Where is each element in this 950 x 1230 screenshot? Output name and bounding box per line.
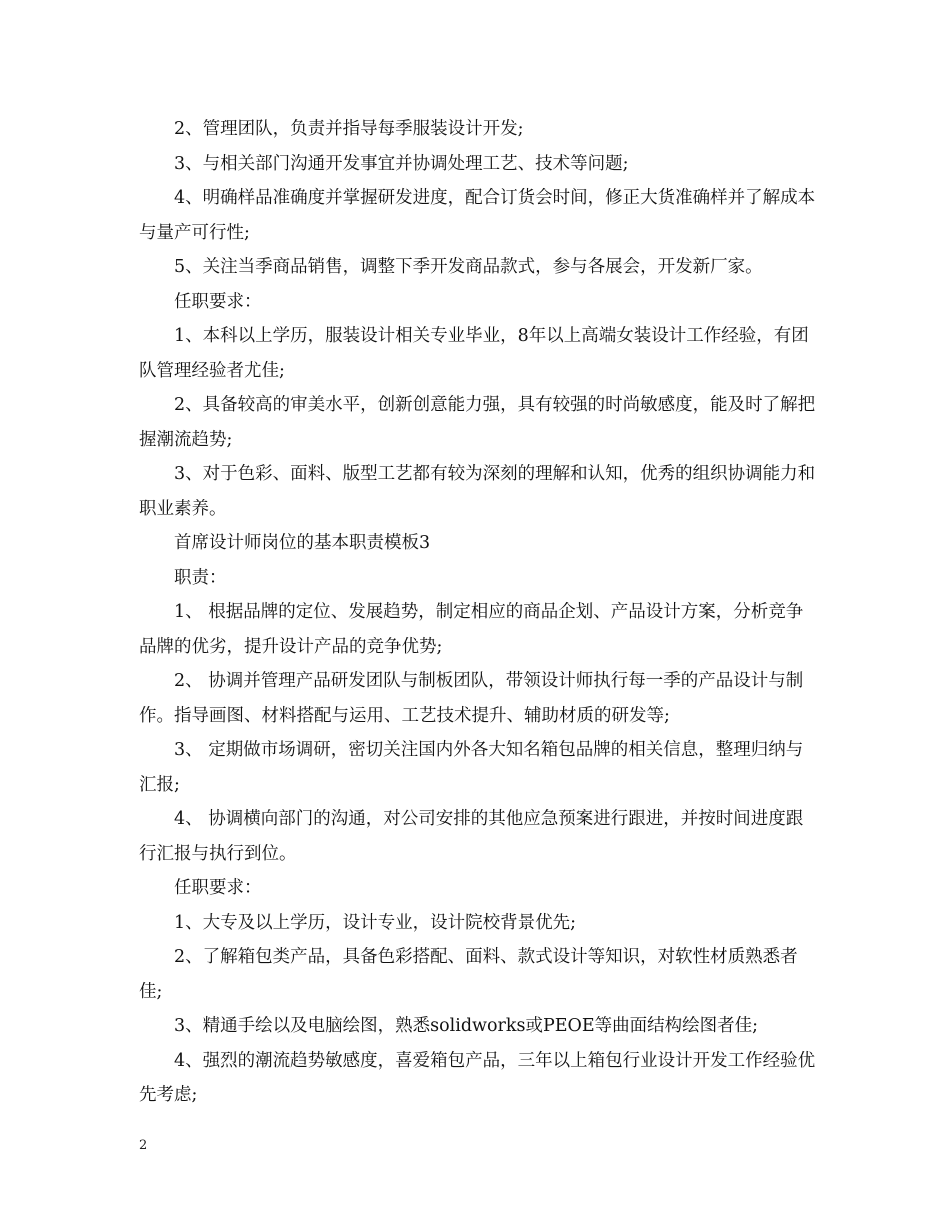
paragraph-requirement-2: 2、具备较高的审美水平，创新创意能力强，具有较强的时尚敏感度，能及时了解把握潮流趋势;: [139, 395, 816, 450]
paragraph-template3-requirement-2: 2、了解箱包类产品，具备色彩搭配、面料、款式设计等知识，对软性材质熟悉者佳;: [139, 947, 798, 1002]
paragraph-template3-duty-1: 1、 根据品牌的定位、发展趋势，制定相应的商品企划、产品设计方案，分析竞争品牌的优劣，提升设计产品的竞争优势;: [139, 602, 804, 657]
paragraph-duty-5: 5、关注当季商品销售，调整下季开发商品款式，参与各展会，开发新厂家。: [174, 257, 763, 277]
paragraph-template3-duty-3: 3、 定期做市场调研，密切关注国内外各大知名箱包品牌的相关信息，整理归纳与汇报;: [139, 740, 804, 795]
section-heading-requirements: 任职要求：: [174, 291, 262, 312]
paragraph-template3-duty-2: 2、 协调并管理产品研发团队与制板团队，带领设计师执行每一季的产品设计与制作。指导画图、材料搭配与运用、工艺技术提升、辅助材质的研发等;: [139, 671, 804, 726]
paragraph-template3-requirement-4: 4、强烈的潮流趋势敏感度，喜爱箱包产品，三年以上箱包行业设计开发工作经验优先考虑;: [139, 1050, 816, 1105]
paragraph-template3-requirement-3: 3、精通手绘以及电脑绘图，熟悉solidworks或PEOE等曲面结构绘图者佳;: [174, 1016, 759, 1036]
paragraph-requirement-3: 3、对于色彩、面料、版型工艺都有较为深刻的理解和认知，优秀的组织协调能力和职业素养。: [139, 464, 816, 519]
paragraph-template3-duty-4: 4、 协调横向部门的沟通，对公司安排的其他应急预案进行跟进，并按时间进度跟行汇报与执行到位。: [139, 809, 804, 864]
paragraph-template3-requirement-1: 1、大专及以上学历，设计专业，设计院校背景优先;: [174, 912, 577, 933]
section-heading-duties: 职责：: [174, 567, 227, 588]
section-heading-requirements-2: 任职要求：: [174, 878, 262, 898]
document-body: [139, 112, 819, 1113]
template-title: 首席设计师岗位的基本职责模板3: [174, 533, 431, 553]
paragraph-duty-4: 4、明确样品准确度并掌握研发进度，配合订货会时间，修正大货准确样并了解成本与量产可行性;: [139, 188, 816, 243]
page-number: 2: [139, 1138, 148, 1153]
paragraph-duty-3: 3、与相关部门沟通开发事宜并协调处理工艺、技术等问题;: [174, 153, 629, 174]
paragraph-requirement-1: 1、本科以上学历，服装设计相关专业毕业，8年以上高端女装设计工作经验，有团队管理经验者尤佳;: [139, 326, 809, 381]
paragraph-duty-2: 2、管理团队，负责并指导每季服装设计开发;: [174, 119, 524, 139]
